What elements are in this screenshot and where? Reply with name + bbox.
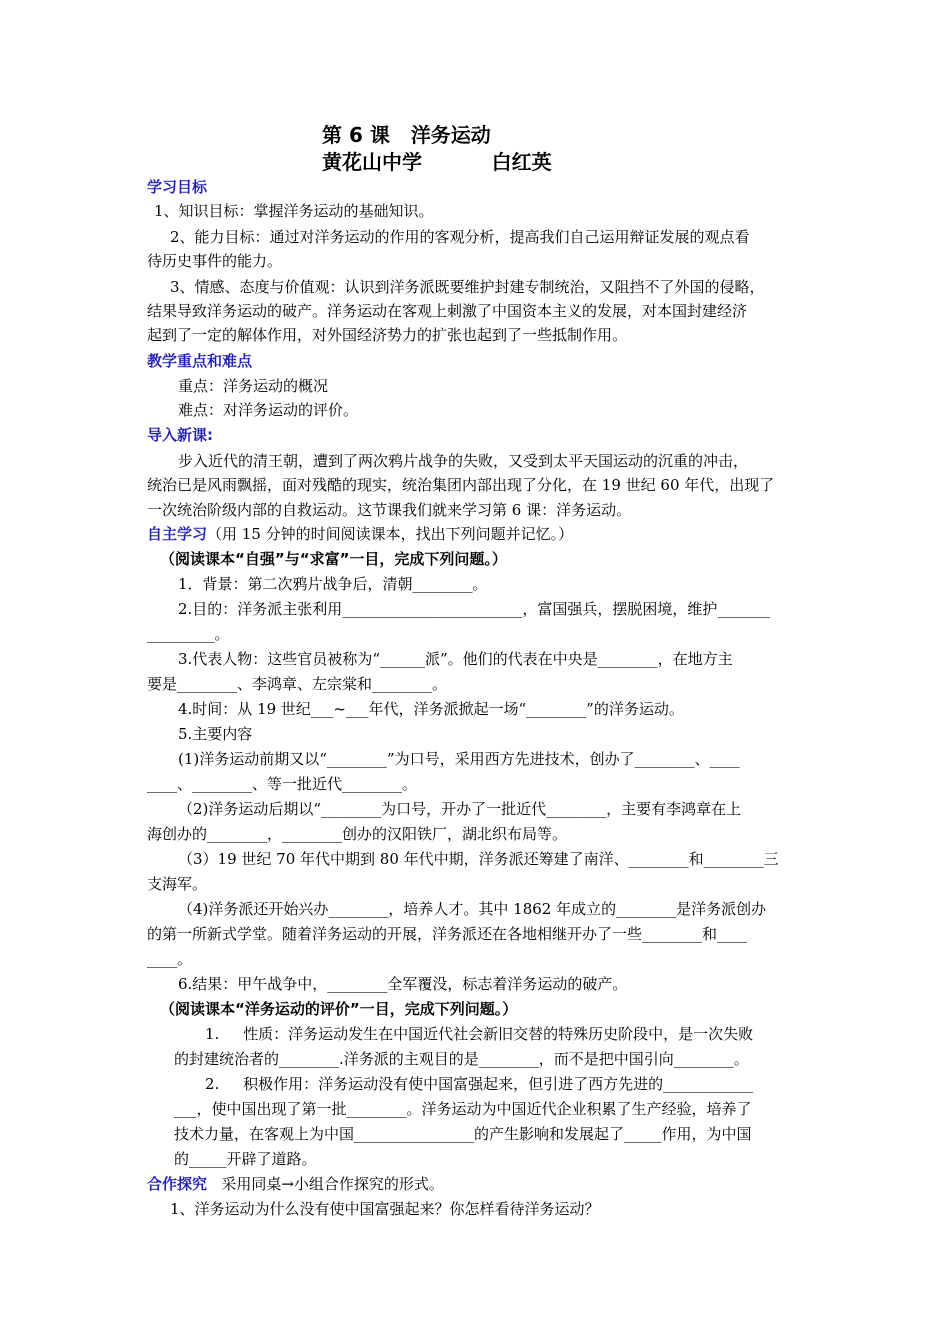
evaluation-line: 1. 性质：洋务运动发生在中国近代社会新旧交替的特殊历史阶段中，是一次失败 bbox=[205, 1025, 754, 1043]
question-line: 2.目的：洋务派主张利用________________________，富国强兵，摆脱困境，维护_______ bbox=[178, 600, 770, 618]
evaluation-line: 的封建统治者的________.洋务派的主观目的是________，而不是把中国引向________。 bbox=[174, 1050, 749, 1068]
cooperative-heading-row bbox=[147, 1173, 444, 1195]
learning-goals-heading: 学习目标 bbox=[147, 178, 208, 196]
goal-line: 起到了一定的解体作用，对外国经济势力的扩张也起到了一些抵制作用。 bbox=[147, 326, 628, 344]
evaluation-line: 的_____开辟了道路。 bbox=[174, 1150, 317, 1168]
intro-line: 步入近代的清王朝，遭到了两次鸦片战争的失败，又受到太平天国运动的沉重的冲击， bbox=[178, 452, 749, 470]
lesson-title: 第 6 课 洋务运动 bbox=[322, 123, 491, 147]
evaluation-line: ___，使中国出现了第一批________。洋务运动为中国近代企业积累了生产经验，培养了 bbox=[174, 1100, 752, 1118]
intro-line: 统治已是风雨飘摇，面对残酷的现实，统治集团内部出现了分化，在 19 世纪 60 年代，出现了 bbox=[147, 476, 775, 494]
self-study-note: （用 15 分钟的时间阅读课本，找出下列问题并记忆。） bbox=[207, 525, 574, 543]
question-line: （4)洋务派还开始兴办________，培养人才。其中 1862 年成立的________是洋务派创办 bbox=[178, 900, 767, 918]
question-line: （2)洋务运动后期以“________为口号，开办了一批近代________，主要有李鸿章在上 bbox=[178, 800, 742, 818]
question-line: 支海军。 bbox=[147, 875, 208, 893]
evaluation-line: 2. 积极作用：洋务运动没有使中国富强起来，但引进了西方先进的____________ bbox=[205, 1075, 754, 1093]
question-line: 的第一所新式学堂。随着洋务运动的开展，洋务派还在各地相继开办了一些________和____ bbox=[147, 925, 748, 943]
question-line: 1．背景：第二次鸦片战争后，清朝________。 bbox=[178, 575, 488, 593]
author-line: 黄花山中学 白红英 bbox=[322, 150, 552, 174]
question-line: _________。 bbox=[147, 625, 230, 643]
discussion-question: 1、洋务运动为什么没有使中国富强起来？你怎样看待洋务运动？ bbox=[170, 1200, 600, 1218]
question-line: 4.时间：从 19 世纪___~___年代，洋务派掀起一场“________”的洋务运动。 bbox=[178, 700, 684, 718]
question-line: ____、________、等一批近代________。 bbox=[147, 775, 418, 793]
question-line: 5.主要内容 bbox=[178, 725, 253, 743]
question-line: (1)洋务运动前期又以“________”为口号，采用西方先进技术，创办了________、____ bbox=[178, 750, 740, 768]
goal-line: 2、能力目标：通过对洋务运动的作用的客观分析，提高我们自己运用辩证发展的观点看 bbox=[170, 228, 750, 246]
intro-heading: 导入新课: bbox=[147, 426, 213, 444]
evaluation-line: 技术力量，在客观上为中国________________的产生影响和发展起了_____作用，为中国 bbox=[174, 1125, 752, 1143]
goal-line: 3、情感、态度与价值观：认识到洋务派既要维护封建专制统治，又阻挡不了外国的侵略， bbox=[170, 278, 765, 296]
question-line: （3）19 世纪 70 年代中期到 80 年代中期，洋务派还筹建了南洋、________和________三 bbox=[178, 850, 779, 868]
key-point-line: 难点：对洋务运动的评价。 bbox=[178, 401, 359, 419]
key-points-heading: 教学重点和难点 bbox=[147, 352, 253, 370]
question-line: 6.结果：甲午战争中，________全军覆没，标志着洋务运动的破产。 bbox=[178, 975, 628, 993]
question-line: 3.代表人物：这些官员被称为“______派”。他们的代表在中央是________，在地方主 bbox=[178, 650, 733, 668]
goal-line: 结果导致洋务运动的破产。洋务运动在客观上刺激了中国资本主义的发展，对本国封建经济 bbox=[147, 302, 748, 320]
question-line: 海创办的________，________创办的汉阳铁厂，湖北织布局等。 bbox=[147, 825, 568, 843]
cooperative-note: 采用同桌→小组合作探究的形式。 bbox=[207, 1175, 444, 1193]
cooperative-heading: 合作探究 bbox=[147, 1175, 208, 1193]
self-study-heading: 自主学习 bbox=[147, 525, 208, 543]
goal-line: 待历史事件的能力。 bbox=[147, 252, 283, 270]
reading-instruction: （阅读课本“洋务运动的评价”一目，完成下列问题。） bbox=[160, 1000, 518, 1018]
question-line: ____。 bbox=[147, 950, 193, 968]
intro-line: 一次统治阶级内部的自救运动。这节课我们就来学习第 6 课：洋务运动。 bbox=[147, 501, 632, 519]
goal-line: 1、知识目标：掌握洋务运动的基础知识。 bbox=[154, 202, 434, 220]
self-study-heading-row bbox=[147, 523, 573, 545]
question-line: 要是________、李鸿章、左宗棠和________。 bbox=[147, 675, 448, 693]
reading-instruction: （阅读课本“自强”与“求富”一目，完成下列问题。） bbox=[160, 550, 507, 568]
key-point-line: 重点：洋务运动的概况 bbox=[178, 377, 329, 395]
